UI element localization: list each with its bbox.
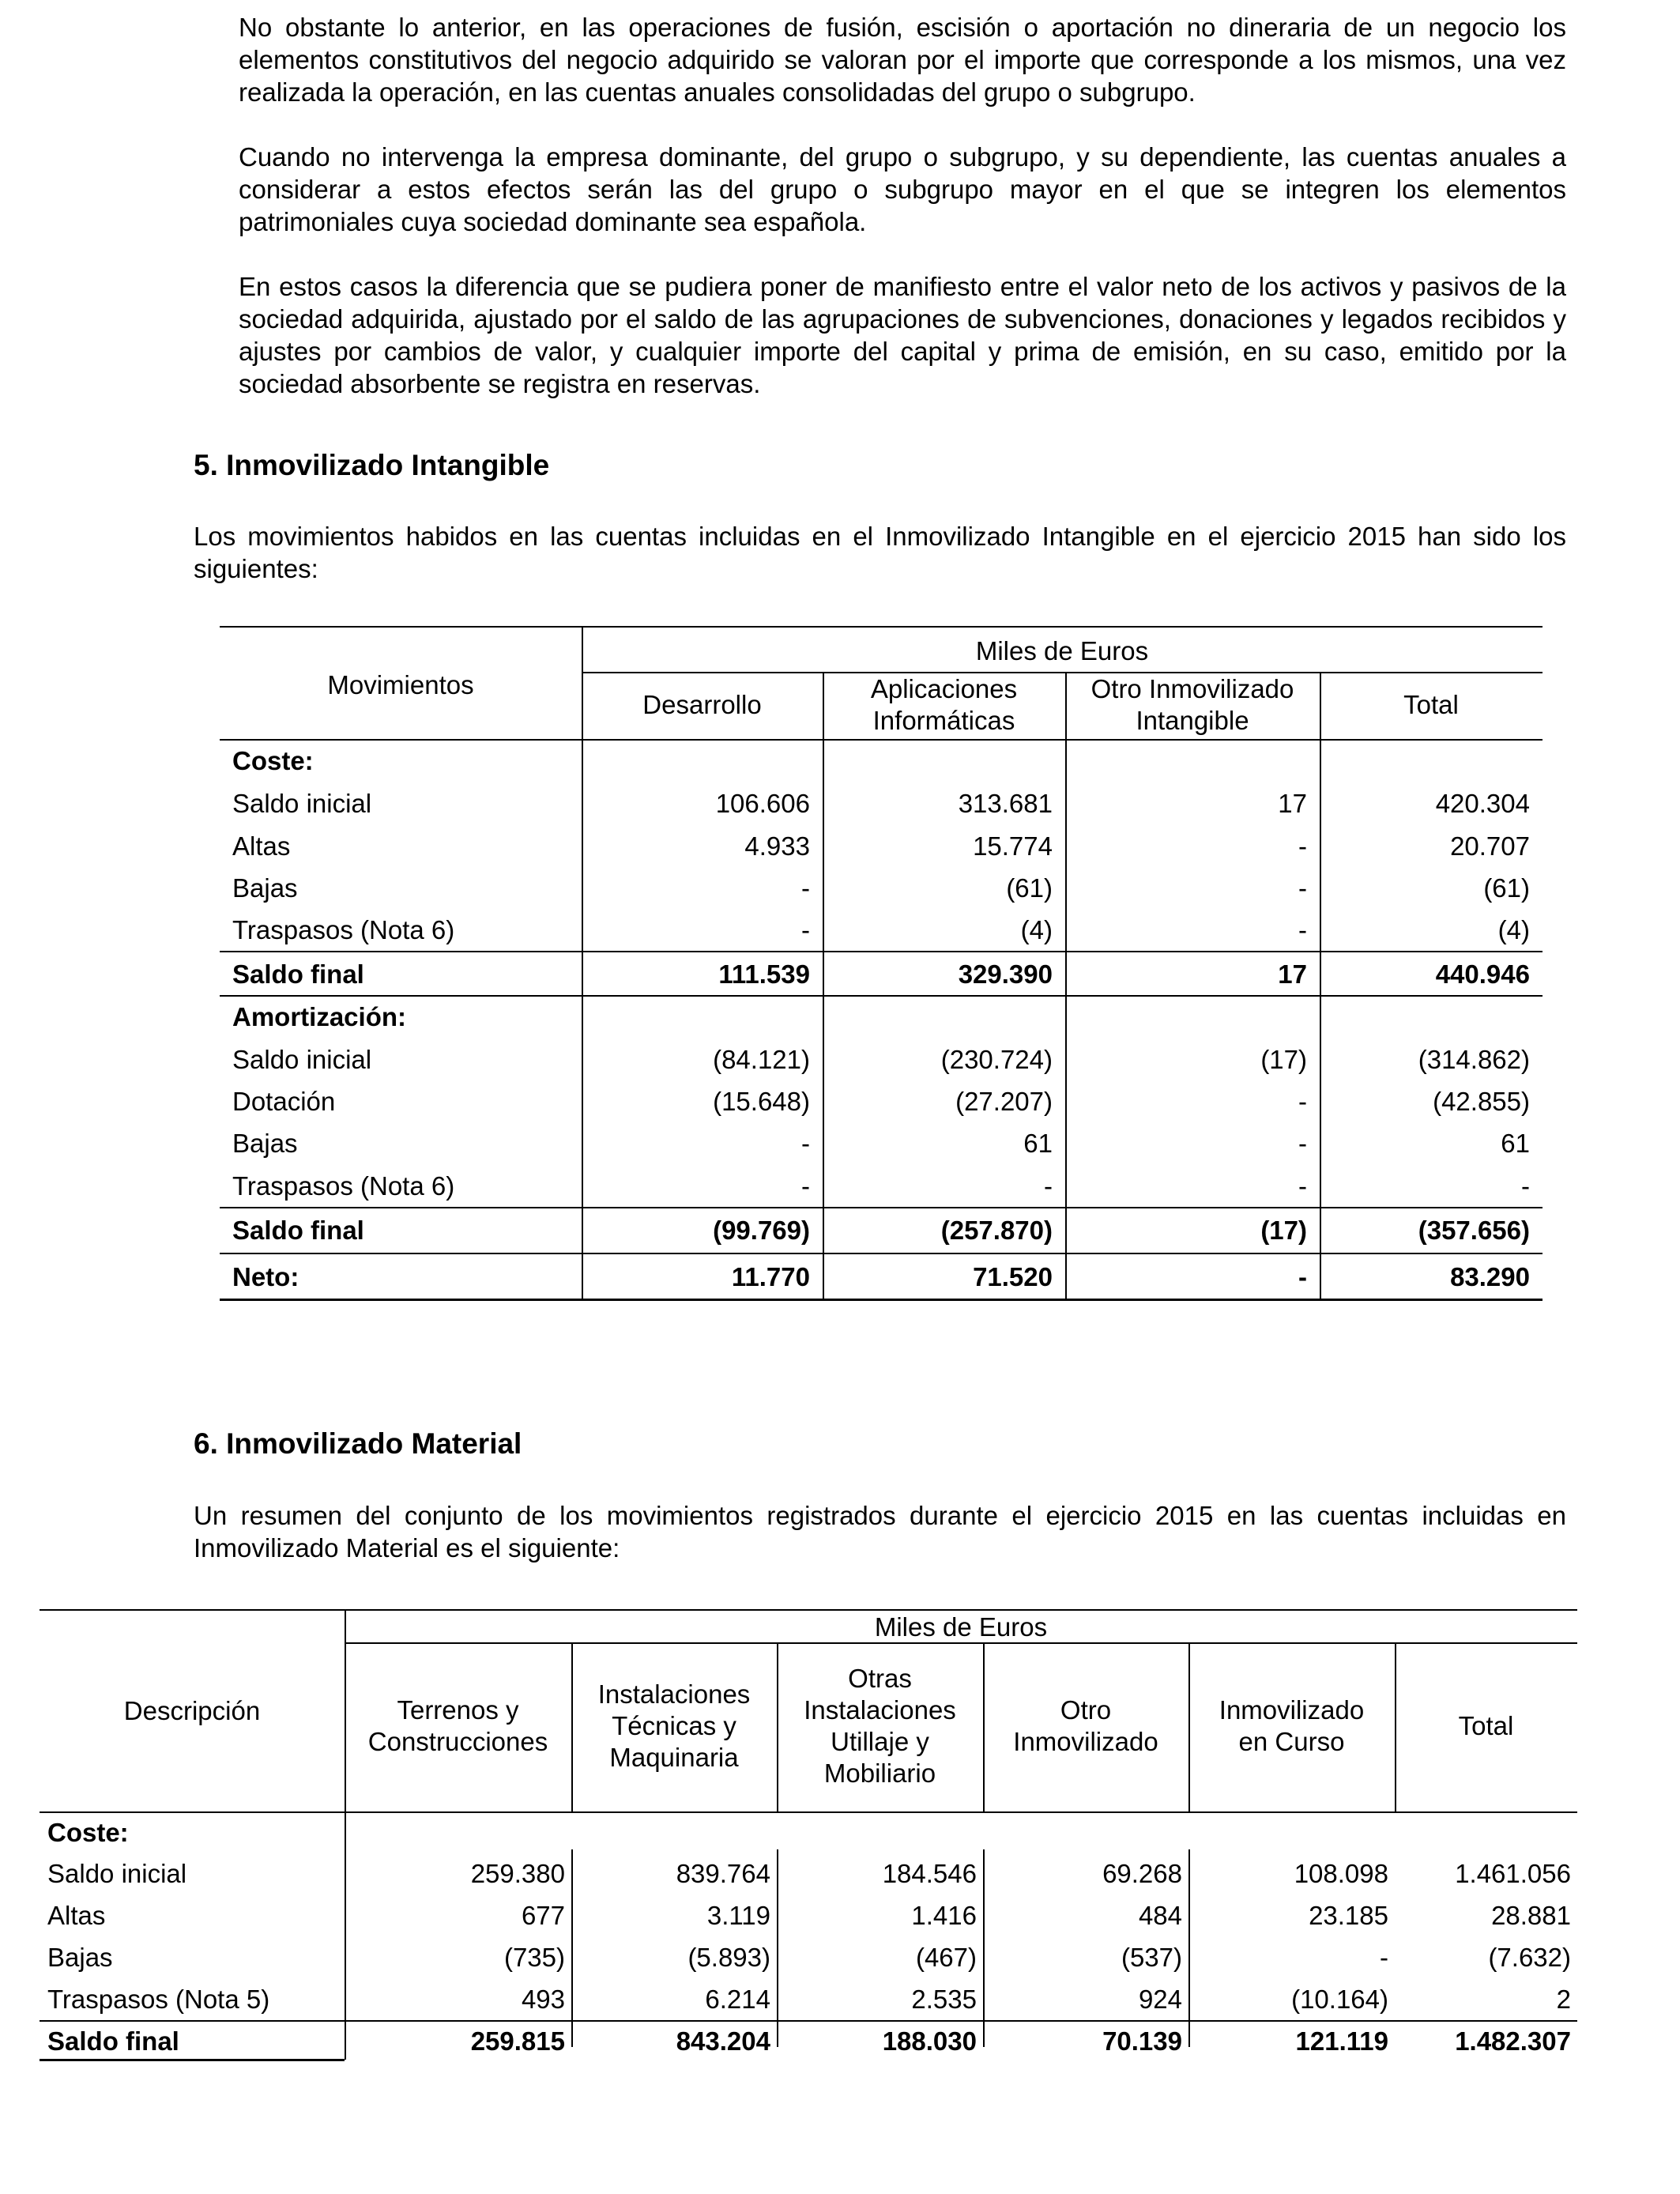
rule-line bbox=[345, 1642, 1577, 1644]
intro-paragraph-2: Cuando no intervenga la empresa dominante, del grupo o subgrupo, y su dependiente, las cuentas anuales a considerar a estos efectos serán las del grupo o subgrupo mayor en el que se integren los elementos patrimoniales cuya sociedad dominante sea española. bbox=[239, 142, 1566, 236]
column-header: Técnicas y bbox=[612, 1711, 736, 1740]
row-label: Bajas bbox=[232, 1129, 298, 1158]
table-cell: 61 bbox=[1023, 1129, 1053, 1158]
row-label: Dotación bbox=[232, 1087, 336, 1116]
column-header: Utillaje y bbox=[831, 1727, 929, 1756]
table-cell: (15.648) bbox=[713, 1087, 810, 1116]
table-cell: 15.774 bbox=[973, 831, 1053, 861]
row-label: Bajas bbox=[47, 1943, 113, 1972]
table-cell: (42.855) bbox=[1433, 1087, 1530, 1116]
table-cell: 184.546 bbox=[882, 1859, 977, 1888]
row-label: Saldo final bbox=[47, 2026, 179, 2056]
rule-line bbox=[40, 2059, 345, 2061]
table-cell: 924 bbox=[1138, 1985, 1182, 2014]
row-label: Saldo final bbox=[232, 1216, 364, 1245]
table-cell: 11.770 bbox=[731, 1262, 810, 1291]
table-cell: - bbox=[1298, 1262, 1307, 1291]
table-cell: (17) bbox=[1260, 1045, 1307, 1074]
table-cell: (537) bbox=[1121, 1943, 1182, 1972]
table-cell: (230.724) bbox=[940, 1045, 1053, 1074]
table-cell: - bbox=[1044, 1171, 1053, 1201]
column-header: Total bbox=[1403, 690, 1459, 719]
table-cell: (5.893) bbox=[687, 1943, 770, 1972]
rule-line bbox=[582, 672, 1543, 673]
rule-line bbox=[220, 951, 1543, 952]
table-cell: - bbox=[801, 1129, 810, 1158]
column-header: Construcciones bbox=[367, 1727, 548, 1756]
column-header: Informáticas bbox=[872, 706, 1015, 735]
column-header: Desarrollo bbox=[642, 690, 762, 719]
table-cell: (7.632) bbox=[1488, 1943, 1571, 1972]
table-cell: - bbox=[801, 1171, 810, 1201]
table-cell: 839.764 bbox=[676, 1859, 770, 1888]
table-cell: 121.119 bbox=[1295, 2026, 1388, 2056]
column-header: Total bbox=[1458, 1711, 1514, 1740]
table-cell: 2.535 bbox=[911, 1985, 977, 2014]
rule-line bbox=[220, 1207, 1543, 1208]
column-header: Inmovilizado bbox=[1013, 1727, 1158, 1756]
table-cell: 2 bbox=[1556, 1985, 1571, 2014]
section-6-title: 6. Inmovilizado Material bbox=[194, 1427, 522, 1460]
section-5-intro: Los movimientos habidos en las cuentas incluidas en el Inmovilizado Intangible en el ejercicio 2015 han sido los siguientes: bbox=[194, 522, 1566, 583]
row-label: Coste: bbox=[232, 746, 314, 775]
table-cell: 17 bbox=[1278, 959, 1307, 989]
table-cell: 1.482.307 bbox=[1455, 2026, 1571, 2056]
rule-line bbox=[220, 626, 1543, 628]
table-cell: 23.185 bbox=[1309, 1901, 1388, 1930]
table-cell: 6.214 bbox=[705, 1985, 770, 2014]
table-cell: (735) bbox=[503, 1943, 565, 1972]
column-header: Instalaciones bbox=[804, 1695, 956, 1725]
table-cell: (17) bbox=[1260, 1216, 1307, 1245]
table-cell: (61) bbox=[1483, 873, 1530, 903]
table-cell: 61 bbox=[1501, 1129, 1530, 1158]
column-header: Terrenos y bbox=[397, 1695, 519, 1725]
table-cell: 17 bbox=[1278, 789, 1307, 818]
table-cell: - bbox=[1298, 1087, 1307, 1116]
rule-line bbox=[40, 2020, 1577, 2022]
column-header: Otro Inmovilizado bbox=[1090, 674, 1294, 703]
row-label: Bajas bbox=[232, 873, 298, 903]
row-label: Traspasos (Nota 6) bbox=[232, 1171, 455, 1201]
rule-line bbox=[220, 995, 1543, 997]
column-header: Aplicaciones bbox=[870, 674, 1018, 703]
column-header: Mobiliario bbox=[823, 1759, 936, 1788]
section-5-title: 5. Inmovilizado Intangible bbox=[194, 449, 550, 481]
table-cell: 28.881 bbox=[1491, 1901, 1571, 1930]
table-cell: - bbox=[1298, 873, 1307, 903]
row-label: Saldo final bbox=[232, 959, 364, 989]
column-header: en Curso bbox=[1238, 1727, 1345, 1756]
table-cell: 20.707 bbox=[1450, 831, 1530, 861]
intro-paragraph-1: No obstante lo anterior, en las operaciones de fusión, escisión o aportación no dineraria de un negocio los elementos constitutivos del negocio adquirido se valoran por el importe que corresponde a los mismos, una vez realizada la operación, en las cuentas anuales consolidadas del grupo o subgrupo. bbox=[239, 13, 1566, 107]
row-label: Altas bbox=[47, 1901, 106, 1930]
table-cell: (27.207) bbox=[955, 1087, 1053, 1116]
row-label: Traspasos (Nota 6) bbox=[232, 915, 455, 944]
rule-line bbox=[220, 1299, 1543, 1301]
table-cell: 106.606 bbox=[715, 789, 810, 818]
column-header: Maquinaria bbox=[609, 1743, 739, 1772]
row-label: Amortización: bbox=[232, 1002, 407, 1031]
table-cell: 484 bbox=[1138, 1901, 1182, 1930]
table-cell: 3.119 bbox=[706, 1901, 770, 1930]
table-cell: (4) bbox=[1497, 915, 1530, 944]
row-label: Saldo inicial bbox=[232, 789, 372, 818]
table-cell: - bbox=[801, 915, 810, 944]
table-cell: 71.520 bbox=[973, 1262, 1053, 1291]
table-cell: 4.933 bbox=[744, 831, 810, 861]
column-header: Instalaciones bbox=[597, 1679, 751, 1709]
table-cell: 188.030 bbox=[882, 2026, 977, 2056]
table-cell: - bbox=[1298, 915, 1307, 944]
table-cell: - bbox=[1521, 1171, 1530, 1201]
table-cell: 493 bbox=[521, 1985, 565, 2014]
table-cell: (61) bbox=[1006, 873, 1053, 903]
table-cell: 259.815 bbox=[470, 2026, 565, 2056]
table-cell: 1.461.056 bbox=[1455, 1859, 1571, 1888]
table-cell: 70.139 bbox=[1102, 2026, 1182, 2056]
table-cell: (10.164) bbox=[1291, 1985, 1388, 2014]
table-cell: - bbox=[1298, 1129, 1307, 1158]
table-cell: 259.380 bbox=[470, 1859, 565, 1888]
column-header: Otras bbox=[848, 1664, 912, 1693]
group-header: Miles de Euros bbox=[874, 1612, 1048, 1642]
table-cell: 329.390 bbox=[958, 959, 1053, 989]
row-header: Descripción bbox=[123, 1696, 261, 1725]
table-cell: 111.539 bbox=[718, 959, 810, 989]
column-header: Intangible bbox=[1136, 706, 1249, 735]
table-cell: (467) bbox=[915, 1943, 977, 1972]
table-cell: 1.416 bbox=[911, 1901, 977, 1930]
column-header: Inmovilizado bbox=[1219, 1695, 1365, 1725]
row-label: Traspasos (Nota 5) bbox=[47, 1985, 270, 2014]
table-cell: 313.681 bbox=[958, 789, 1053, 818]
table-cell: 677 bbox=[521, 1901, 565, 1930]
table-cell: 69.268 bbox=[1102, 1859, 1182, 1888]
row-label: Saldo inicial bbox=[232, 1045, 372, 1074]
table-cell: (357.656) bbox=[1418, 1216, 1530, 1245]
rule-line bbox=[220, 1253, 1543, 1254]
row-label: Coste: bbox=[47, 1818, 129, 1847]
table-cell: 108.098 bbox=[1294, 1859, 1388, 1888]
table-cell: (84.121) bbox=[713, 1045, 810, 1074]
table-cell: (257.870) bbox=[940, 1216, 1053, 1245]
row-header: Movimientos bbox=[327, 670, 474, 699]
table-cell: - bbox=[1298, 1171, 1307, 1201]
table-cell: - bbox=[1380, 1943, 1388, 1972]
table-cell: (314.862) bbox=[1418, 1045, 1530, 1074]
column-header: Otro bbox=[1060, 1695, 1112, 1725]
row-label: Saldo inicial bbox=[47, 1859, 187, 1888]
table-cell: (4) bbox=[1020, 915, 1053, 944]
rule-line bbox=[40, 1609, 1577, 1611]
row-label: Altas bbox=[232, 831, 291, 861]
table-cell: 843.204 bbox=[676, 2026, 770, 2056]
rule-line bbox=[40, 1811, 1577, 1813]
row-label: Neto: bbox=[232, 1262, 299, 1291]
table-cell: - bbox=[1298, 831, 1307, 861]
table-cell: 440.946 bbox=[1435, 959, 1530, 989]
table-cell: (99.769) bbox=[713, 1216, 810, 1245]
section-6-intro: Un resumen del conjunto de los movimientos registrados durante el ejercicio 2015 en las cuentas incluidas en Inmovilizado Material es el siguiente: bbox=[194, 1501, 1566, 1563]
table-cell: 83.290 bbox=[1450, 1262, 1530, 1291]
table-cell: - bbox=[801, 873, 810, 903]
intro-paragraph-3: En estos casos la diferencia que se pudiera poner de manifiesto entre el valor neto de los activos y pasivos de la sociedad adquirida, ajustado por el saldo de las agrupaciones de subvenciones, donaciones y legados recibidos y ajustes por cambios de valor, y cualquier importe del capital y prima de emisión, en su caso, emitido por la sociedad absorbente se registra en reservas. bbox=[239, 272, 1566, 398]
table-cell: 420.304 bbox=[1435, 789, 1530, 818]
group-header: Miles de Euros bbox=[975, 636, 1149, 665]
rule-line bbox=[220, 739, 1543, 741]
